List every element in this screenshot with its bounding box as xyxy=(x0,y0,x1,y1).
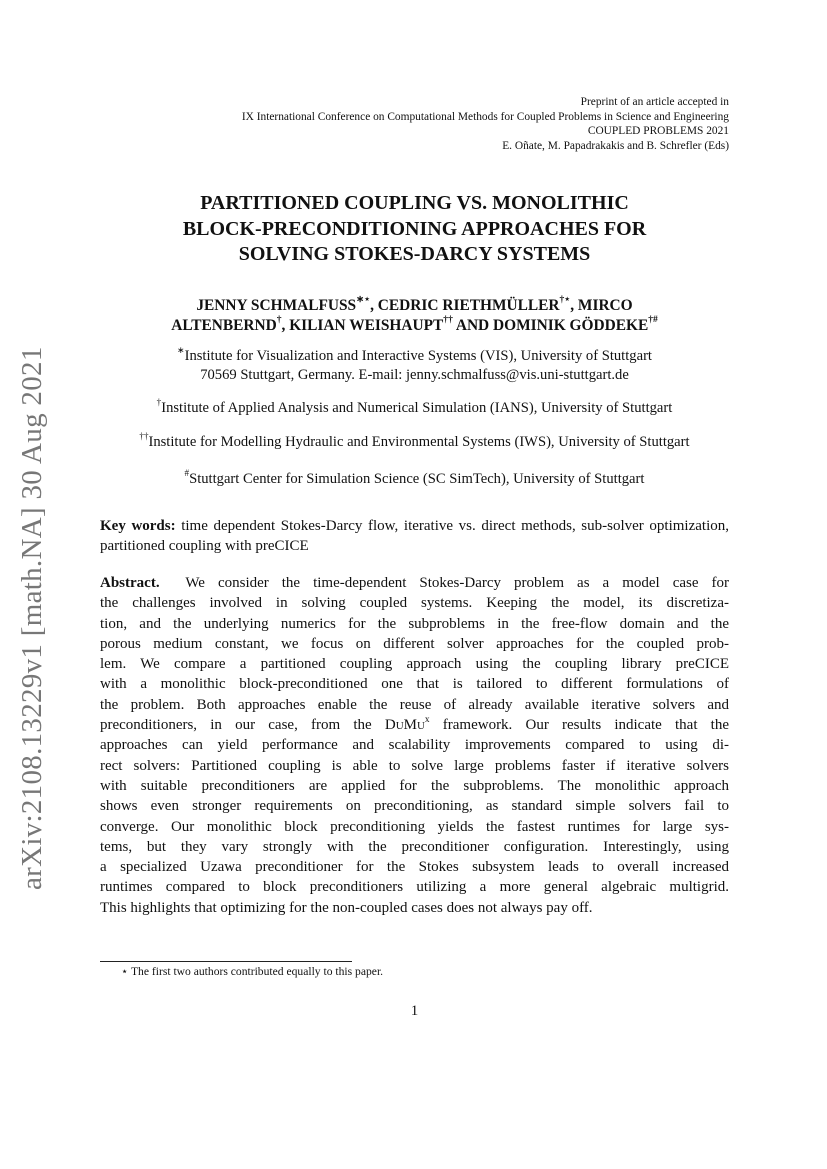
abstract-line: shows even stronger requirements on preconditioning, as standard simple solvers fail to xyxy=(100,798,729,815)
affiliation-mark: ∗ xyxy=(177,344,185,355)
affiliation-address: 70569 Stuttgart, Germany. E-mail: jenny.schmalfuss@vis.uni-stuttgart.de xyxy=(200,367,629,383)
abstract-line xyxy=(100,573,729,593)
author-name: , CEDRIC RIETHMÜLLER xyxy=(370,297,560,314)
abstract-paragraph xyxy=(100,573,729,918)
page-number: 1 xyxy=(410,1003,419,1019)
affiliation-line xyxy=(100,396,729,418)
abstract-line: a specialized Uzawa preconditioner for the Stokes subsystem leads to overall increased xyxy=(100,859,729,876)
abstract-text: We consider the time-dependent Stokes-Darcy problem as a model case for xyxy=(185,575,729,591)
paper-title xyxy=(100,191,729,268)
conference-line: IX International Conference on Computational Methods for Coupled Problems in Science and Engineering xyxy=(241,110,729,123)
arxiv-identifier-stamp: arXiv:2108.13229v1 [math.NA] 30 Aug 2021 xyxy=(16,346,48,890)
affiliation-mark: # xyxy=(184,467,190,478)
conference-short-name: COUPLED PROBLEMS 2021 xyxy=(587,125,729,138)
footnote-text: The first two authors contributed equally to this paper. xyxy=(128,965,384,978)
abstract-line: rect solvers: Partitioned coupling is able to solve large problems faster if iterative solvers xyxy=(100,757,729,774)
dumux-name: DuMu xyxy=(384,717,425,734)
author-line-2 xyxy=(100,316,729,336)
affiliation-text: Stuttgart Center for Simulation Science (SC SimTech), University of Stuttgart xyxy=(189,471,645,487)
affiliation-mark: † xyxy=(156,396,162,407)
affiliation-vis xyxy=(100,344,729,385)
affiliation-text: Institute for Visualization and Interactive Systems (VIS), University of Stuttgart xyxy=(184,348,652,364)
abstract-line: with suitable preconditioners are applied for the subproblems. The monolithic approach xyxy=(100,777,729,794)
abstract-line: porous medium constant, we focus on different solver approaches for the coupled prob- xyxy=(100,635,729,652)
affiliation-line xyxy=(100,430,729,452)
affiliation-iws xyxy=(100,430,729,452)
abstract-line: This highlights that optimizing for the non-coupled cases does not always pay off. xyxy=(100,899,593,916)
abstract-line: tion, and the underlying numerics for the subproblems in the free-flow domain and the xyxy=(100,615,729,632)
author-mark: †⋆ xyxy=(559,294,571,306)
title-line-3: SOLVING STOKES-DARCY SYSTEMS xyxy=(238,243,591,265)
abstract-text: framework. Our results indicate that the xyxy=(429,717,729,734)
footnote xyxy=(121,965,383,979)
abstract-line: with a monolithic block-preconditioned one that is tailored to different formulations of xyxy=(100,676,729,693)
abstract-line: lem. We compare a partitioned coupling approach using the coupling library preCICE xyxy=(100,656,729,673)
abstract-line: the challenges involved in solving coupled systems. Keeping the model, its discretiza- xyxy=(100,595,729,612)
abstract-label: Abstract. xyxy=(100,575,160,591)
affiliation-line xyxy=(100,467,729,489)
abstract-line xyxy=(100,715,729,735)
footnote-mark: ⋆ xyxy=(121,965,129,978)
editors-line: E. Oñate, M. Papadrakakis and B. Schrefler (Eds) xyxy=(502,139,729,152)
author-list xyxy=(100,296,729,336)
author-line-1 xyxy=(100,296,729,316)
author-name: JENNY SCHMALFUSS xyxy=(196,297,357,314)
affiliation-line xyxy=(100,344,729,366)
affiliation-text: Institute for Modelling Hydraulic and Environmental Systems (IWS), University of Stuttgart xyxy=(148,434,690,450)
keywords-paragraph xyxy=(100,516,729,556)
footnote-divider xyxy=(100,961,352,962)
abstract-line: tems, but they vary strongly with the preconditioner configuration. Interestingly, using xyxy=(100,838,729,855)
abstract-line: the problem. Both approaches enable the reuse of already available iterative solvers and xyxy=(100,696,729,713)
author-name: , KILIAN WEISHAUPT xyxy=(281,317,444,334)
author-mark: † xyxy=(276,314,282,326)
affiliation-ians xyxy=(100,396,729,418)
title-line-1: PARTITIONED COUPLING VS. MONOLITHIC xyxy=(200,192,629,214)
abstract-line: runtimes compared to block preconditioners utilizing a more general algebraic multigrid. xyxy=(100,879,729,896)
author-mark: ∗⋆ xyxy=(356,294,371,306)
keywords-label: Key words: xyxy=(100,518,176,534)
abstract-text: preconditioners, in our case, from the xyxy=(100,717,385,734)
title-line-2: BLOCK-PRECONDITIONING APPROACHES FOR xyxy=(182,217,647,240)
abstract-line: approaches can yield performance and scalability improvements compared to using di- xyxy=(100,737,729,754)
affiliation-text: Institute of Applied Analysis and Numerical Simulation (IANS), University of Stuttgart xyxy=(161,400,673,416)
affiliation-simtech xyxy=(100,467,729,489)
author-name: , MIRCO xyxy=(570,297,633,314)
dumux-superscript: x xyxy=(424,714,430,725)
keywords-text: time dependent Stokes-Darcy flow, iterative vs. direct methods, sub-solver optimization, partitioned coupling with preCICE xyxy=(100,518,729,554)
affiliation-mark: †† xyxy=(139,430,149,441)
author-mark: †# xyxy=(648,314,658,326)
abstract-line: converge. Our monolithic block preconditioning yields the fastest runtimes for large sys- xyxy=(100,818,729,835)
author-name: ALTENBERND xyxy=(171,317,277,334)
author-mark: †† xyxy=(443,314,453,326)
author-name: AND DOMINIK GÖDDEKE xyxy=(452,317,649,334)
preprint-header xyxy=(242,95,729,153)
preprint-line: Preprint of an article accepted in xyxy=(580,96,729,108)
